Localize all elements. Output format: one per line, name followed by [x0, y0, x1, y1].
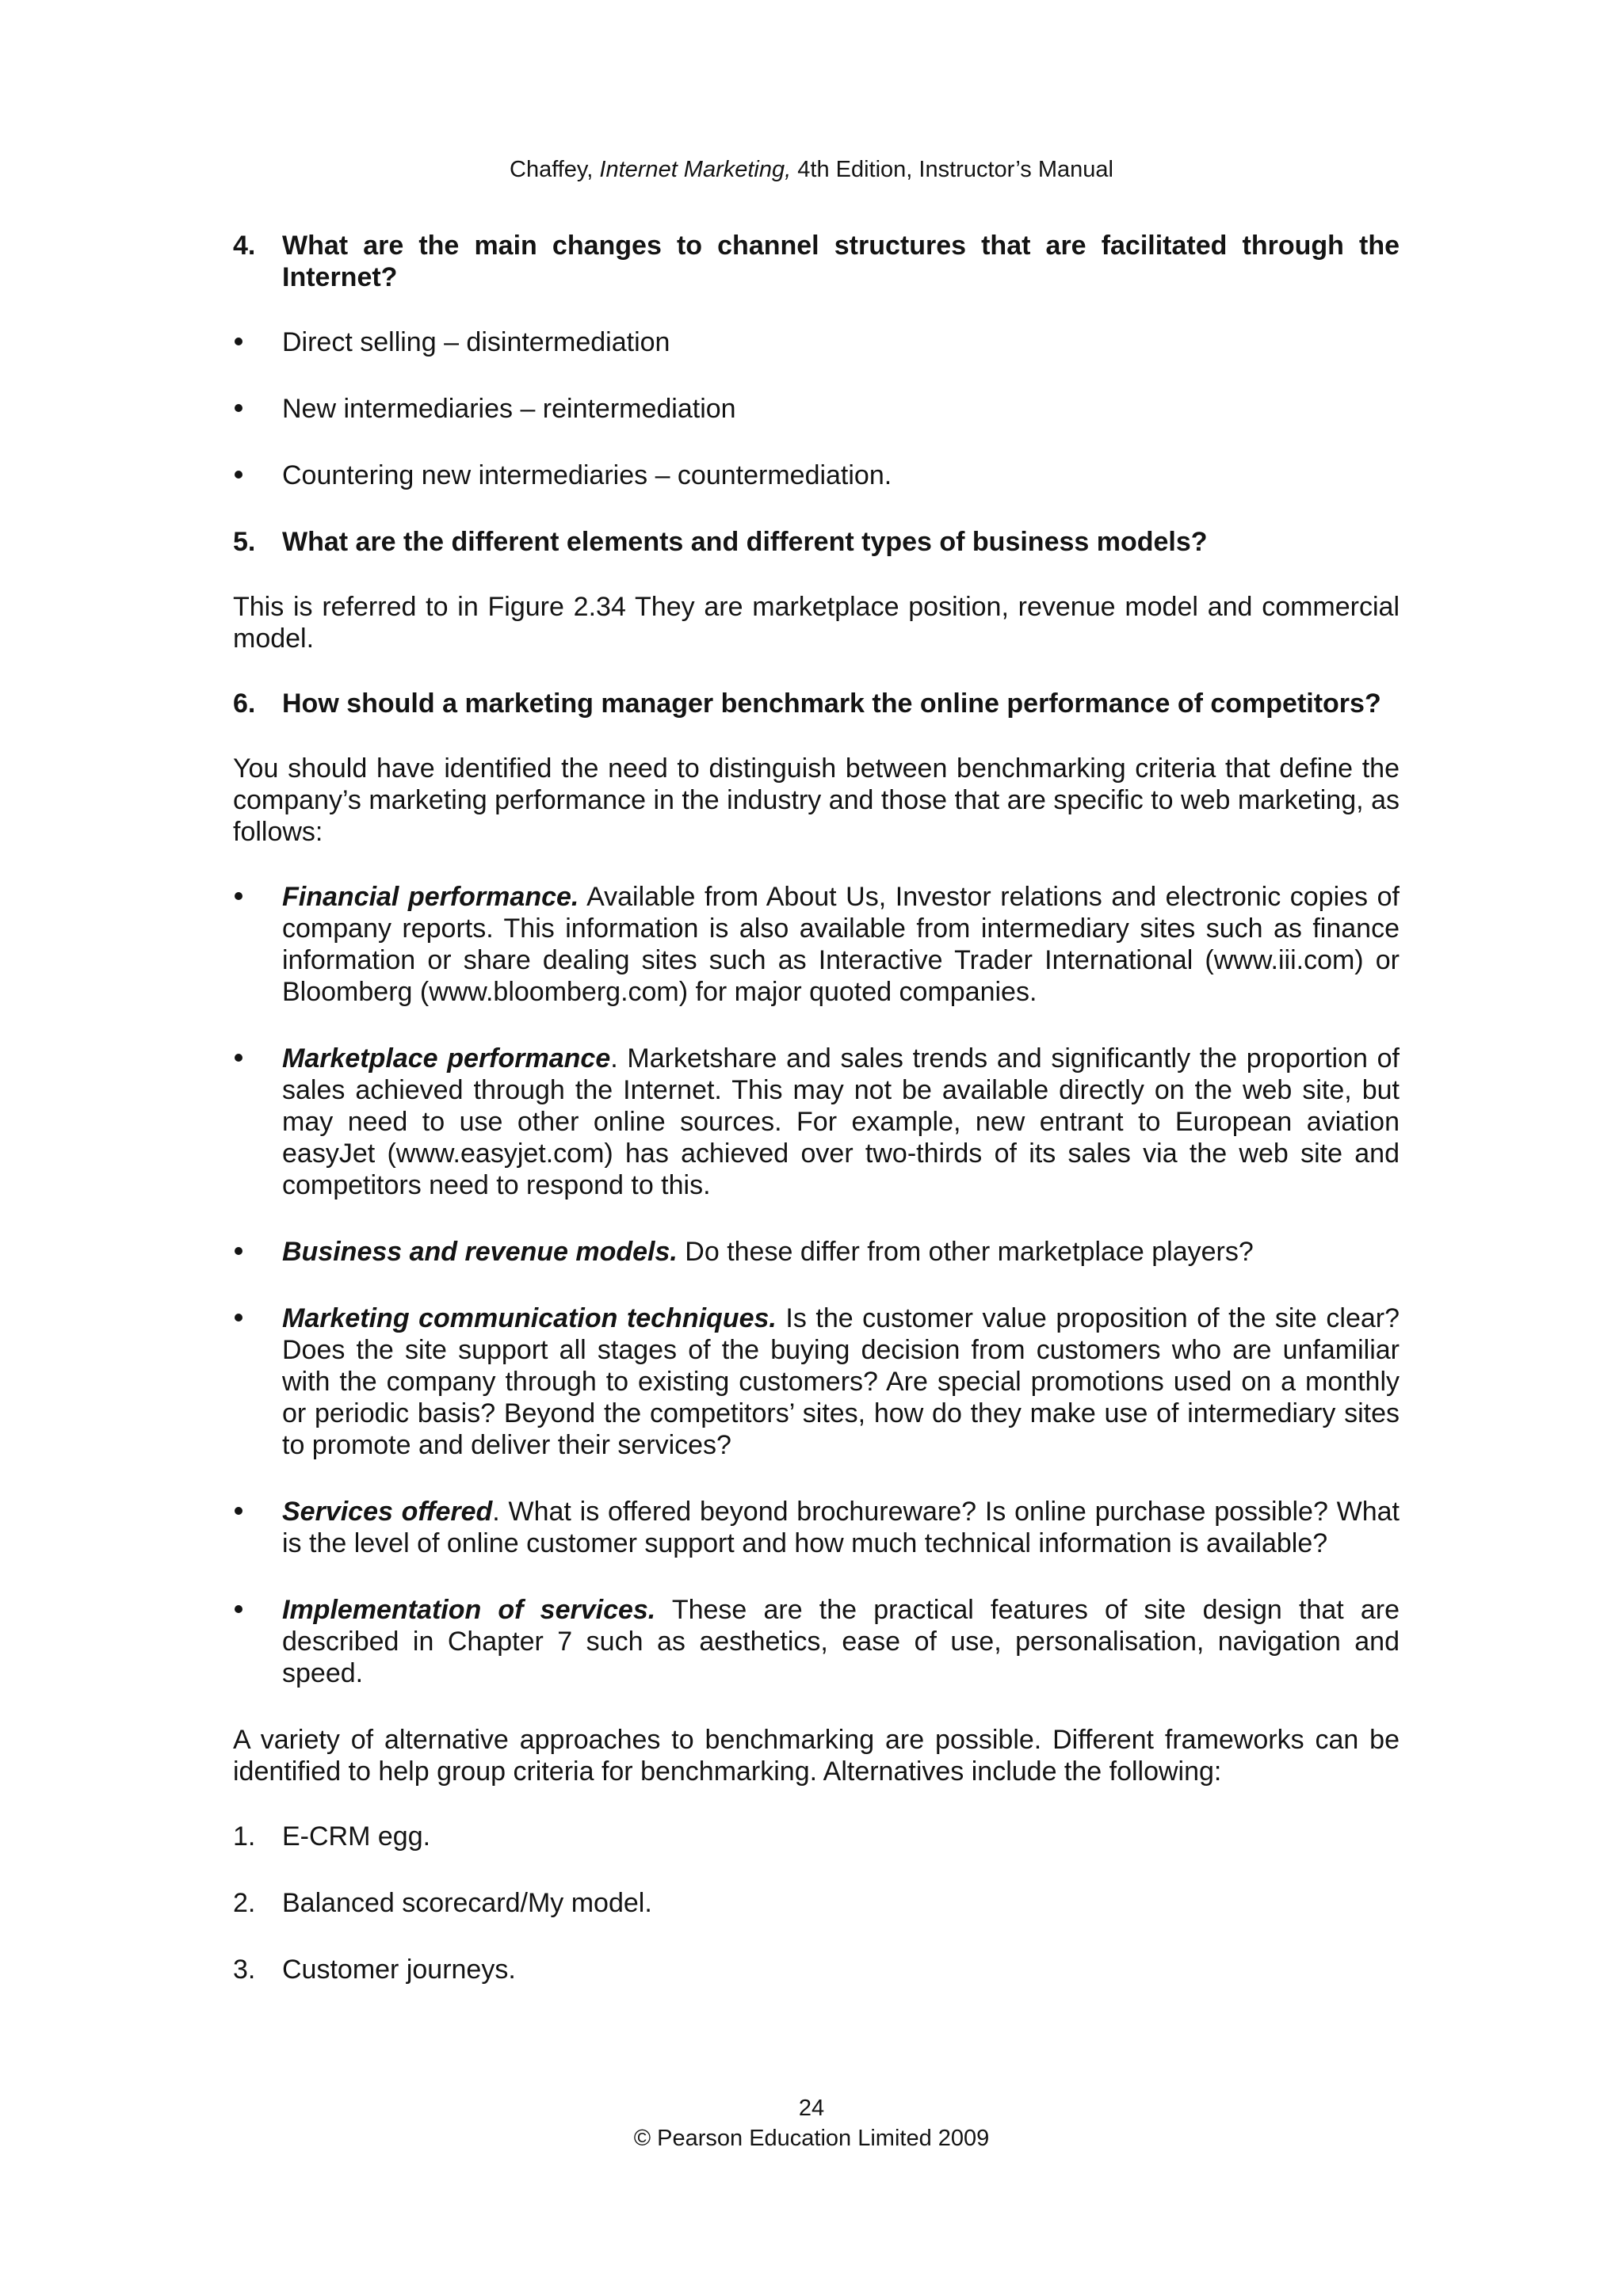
list-item [233, 393, 1400, 425]
bullet-icon [235, 892, 242, 900]
question-number: 4. [233, 231, 256, 261]
item-number: 3. [233, 1955, 256, 1985]
bullet-icon [235, 404, 242, 412]
criteria-term: Business and revenue models. [282, 1237, 678, 1267]
closing-paragraph: A variety of alternative approaches to benchmarking are possible. Different frameworks can be identified to help group criteria for benchmarking. Alternatives include the following: [233, 1725, 1400, 1787]
list-item [233, 326, 1400, 358]
criteria-term: Financial performance. [282, 882, 579, 912]
page-footer [0, 2093, 1623, 2153]
criteria-item [233, 1236, 1400, 1268]
header-author: Chaffey, [510, 157, 600, 182]
bullet-icon [235, 1605, 242, 1613]
numbered-item [233, 1887, 1400, 1919]
bullet-icon [235, 1507, 242, 1515]
criteria-text: . Marketshare and sales trends and significantly the proportion of sales achieved through the Internet. This may not be available directly on the web site, but may need to use other online sources. For example, new entrant to European aviation easyJet (www.easyjet.com) has achieved over two-thirds of its sales via the web site and competitors need to respond to this. [282, 1043, 1400, 1200]
criteria-text: Do these differ from other marketplace players? [677, 1237, 1254, 1267]
question-number: 5. [233, 527, 256, 557]
question-text: What are the main changes to channel structures that are facilitated through the Internet? [282, 231, 1400, 292]
item-text: Balanced scorecard/My model. [282, 1888, 652, 1918]
criteria-text: Available from About Us, Investor relations and electronic copies of company reports. This information is also available from intermediary sites such as finance information or share dealing sites such as Interactive Trader International (www.iii.com) or Bloomberg (www.bloomberg.com) for major quoted companies. [282, 882, 1400, 1007]
criteria-item [233, 881, 1400, 1008]
copyright-notice: © Pearson Education Limited 2009 [633, 2126, 990, 2151]
bullet-icon [235, 1247, 242, 1255]
question-number: 6. [233, 688, 256, 719]
criteria-item [233, 1594, 1400, 1689]
criteria-text: Is the customer value proposition of the site clear? Does the site support all stages of the buying decision from customers who are unfamiliar with the company through to existing customers? Are special promotions used on a monthly or periodic basis? Beyond the competitors’ sites, how do they make use of intermediary sites to promote and deliver their services? [282, 1303, 1400, 1460]
item-number: 1. [233, 1821, 256, 1852]
criteria-term: Implementation of services. [282, 1595, 656, 1625]
question-text: How should a marketing manager benchmark the online performance of competitors? [282, 688, 1381, 719]
list-item-text: New intermediaries – reintermediation [282, 394, 736, 424]
page-body [233, 230, 1400, 2020]
running-header [0, 155, 1623, 184]
header-book-title: Internet Marketing, [599, 157, 792, 182]
header-edition: 4th Edition, Instructor’s Manual [791, 157, 1113, 182]
numbered-item [233, 1954, 1400, 1985]
bullet-icon [235, 471, 242, 479]
criteria-term: Marketing communication techniques. [282, 1303, 777, 1333]
criteria-term: Services offered [282, 1497, 493, 1527]
list-item-text: Direct selling – disintermediation [282, 327, 670, 357]
answer-paragraph: This is referred to in Figure 2.34 They are marketplace position, revenue model and commercial model. [233, 592, 1400, 654]
criteria-text: . What is offered beyond brochureware? Is online purchase possible? What is the level of online customer support and how much technical information is available? [282, 1497, 1400, 1558]
question-5 [233, 526, 1400, 558]
numbered-item [233, 1821, 1400, 1852]
list-item [233, 460, 1400, 491]
criteria-item [233, 1302, 1400, 1461]
item-number: 2. [233, 1888, 256, 1918]
bullet-icon [235, 1054, 242, 1062]
question-4 [233, 230, 1400, 293]
answer-paragraph: You should have identified the need to distinguish between benchmarking criteria that define the company’s marketing performance in the industry and those that are specific to web marketing, as follows: [233, 753, 1400, 847]
question-text: What are the different elements and different types of business models? [282, 527, 1208, 557]
bullet-icon [235, 338, 242, 345]
list-item-text: Countering new intermediaries – countermediation. [282, 460, 892, 490]
bullet-icon [235, 1314, 242, 1322]
criteria-term: Marketplace performance [282, 1043, 611, 1074]
criteria-text: These are the practical features of site design that are described in Chapter 7 such as aesthetics, ease of use, personalisation, navigation and speed. [282, 1595, 1400, 1688]
item-text: E-CRM egg. [282, 1821, 431, 1852]
page-number: 24 [798, 2096, 825, 2121]
question-6 [233, 688, 1400, 719]
item-text: Customer journeys. [282, 1955, 516, 1985]
criteria-item [233, 1496, 1400, 1559]
criteria-item [233, 1043, 1400, 1201]
